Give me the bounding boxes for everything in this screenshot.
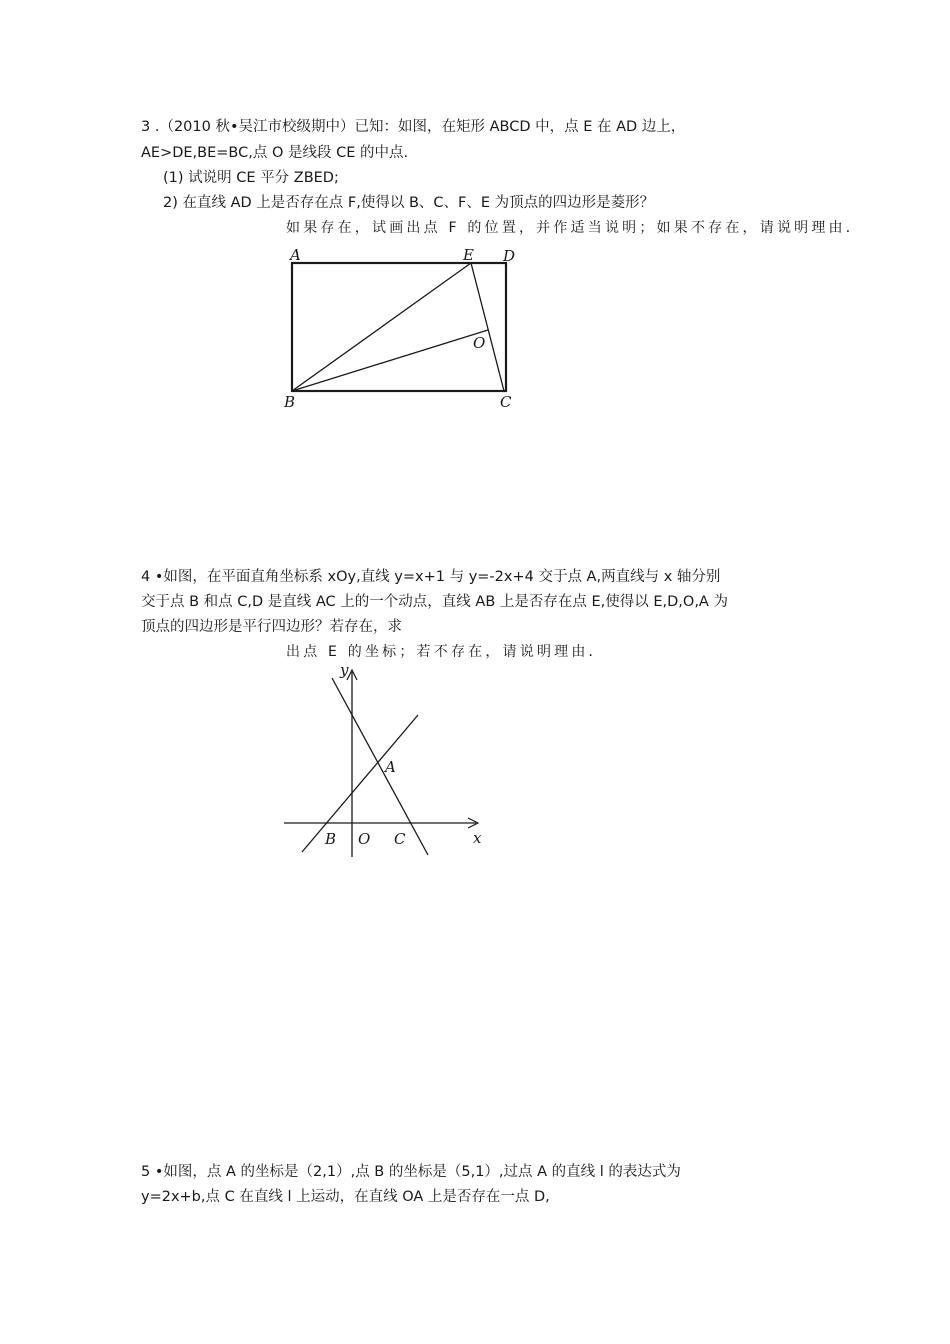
label-o: O (473, 334, 486, 352)
segment-ec (471, 263, 504, 391)
label-x: x (473, 829, 482, 847)
segment-bo (292, 330, 488, 391)
label-b: B (284, 393, 296, 411)
rectangle-figure (280, 245, 530, 415)
q4-line-3: 顶点的四边形是平行四边形？若存在，求 (141, 619, 402, 635)
rectangle-abcd (292, 263, 506, 391)
label-a: A (385, 758, 396, 776)
label-y: y (340, 661, 349, 679)
label-a: A (290, 246, 301, 264)
q3-line-2: AE>DE,BE=BC,点 O 是线段 CE 的中点. (141, 145, 409, 161)
q4-line-4: 出点 E 的坐标；若不存在，请说明理由． (286, 644, 606, 660)
label-c: C (394, 830, 406, 848)
coordinate-figure (280, 660, 490, 860)
label-b: B (325, 830, 337, 848)
label-e: E (463, 246, 474, 264)
q4-line-1: 4 •如图，在平面直角坐标系 xOy,直线 y=x+1 与 y=-2x+4 交于点 A,两直线与 x 轴分别 (141, 569, 721, 585)
q3-part-2: 2) 在直线 AD 上是否存在点 F,使得以 B、C、F、E 为顶点的四边形是菱形？ (163, 195, 655, 211)
q4-line-2: 交于点 B 和点 C,D 是直线 AC 上的一个动点，直线 AB 上是否存在点 E,使得以 E,D,O,A 为 (141, 594, 728, 610)
label-o: O (358, 830, 371, 848)
label-c: C (500, 393, 512, 411)
q3-part-1: (1) 试说明 CE 平分 ZBED; (163, 170, 339, 186)
line-y-eq-neg2x-plus-4 (332, 678, 428, 855)
q3-part-2-continuation: 如果存在，试画出点 F 的位置，并作适当说明；如果不存在，请说明理由． (286, 220, 863, 236)
q3-line-1: 3 .（2010 秋•吴江市校级期中）已知：如图，在矩形 ABCD 中，点 E 在 AD 边上， (141, 119, 686, 135)
q5-line-2: y=2x+b,点 C 在直线 l 上运动，在直线 OA 上是否存在一点 D, (141, 1189, 550, 1205)
label-d: D (503, 247, 516, 265)
q5-line-1: 5 •如图，点 A 的坐标是（2,1）,点 B 的坐标是（5,1）,过点 A 的直线 l 的表达式为 (141, 1164, 681, 1180)
segment-be (292, 263, 471, 391)
